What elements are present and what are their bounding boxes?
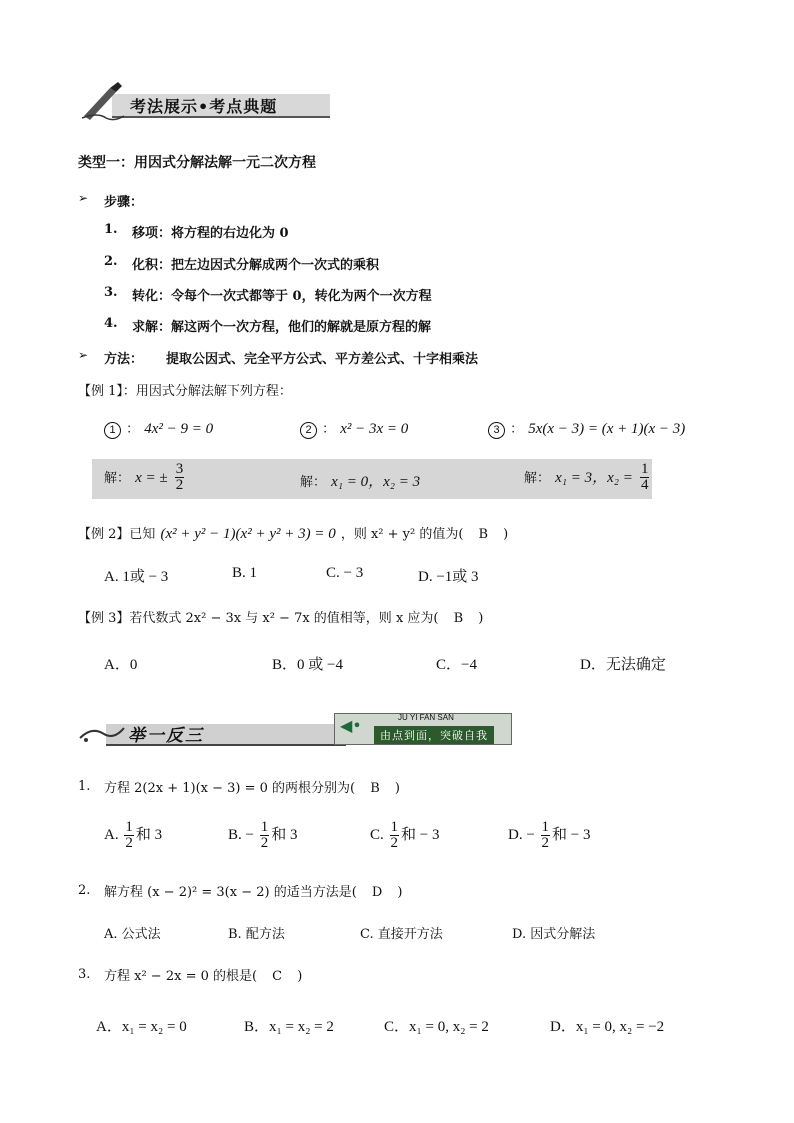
option-label: A. xyxy=(104,826,119,843)
option-d: D. −1或 3 xyxy=(418,569,479,585)
question-1 xyxy=(104,777,400,796)
example-3-title: 【例 3】若代数式 2x² − 3x 与 x² − 7x 的值相等，则 x 应为( xyxy=(78,611,439,626)
option-d: D．无法确定 xyxy=(580,657,666,673)
option-d: D. 因式分解法 xyxy=(512,927,596,942)
equation-1: 1 ： 4x² − 9 = 0 xyxy=(104,418,213,439)
circled-number: 2 xyxy=(300,422,317,439)
step-text: 求解：解这两个一次方程，他们的解就是原方程的解 xyxy=(132,320,432,335)
option-c: C．−4 xyxy=(436,657,477,673)
section-banner xyxy=(80,82,332,118)
paren-close: ) xyxy=(478,611,484,626)
circled-number: 1 xyxy=(104,422,121,439)
solution-label: 解： xyxy=(524,471,551,486)
option-b xyxy=(228,820,297,851)
answer-value: C xyxy=(272,969,283,984)
step-text: 化积：把左边因式分解成两个一次式的乘积 xyxy=(132,258,380,273)
solution-label: 解： xyxy=(104,471,131,486)
option-c xyxy=(370,820,439,851)
question-2 xyxy=(104,881,403,900)
step-num: 1. xyxy=(104,222,118,237)
paren-close: ) xyxy=(397,885,403,900)
answer-value: B xyxy=(453,611,464,626)
option-c: C．x₁ = 0, x₂ = 2 xyxy=(384,1019,489,1035)
answer-value: D xyxy=(371,885,383,900)
option-rest: 和 3 xyxy=(271,826,298,843)
step-num: 3. xyxy=(104,285,118,300)
pen-icon xyxy=(80,82,128,122)
swoosh-icon xyxy=(78,720,126,746)
step-text: 移项：将方程的右边化为 0 xyxy=(132,226,289,241)
option-b: B．x₁ = x₂ = 2 xyxy=(244,1019,334,1035)
option-rest: 和 3 xyxy=(135,826,163,843)
question-3 xyxy=(104,965,302,984)
example-2-title: 【例 2】已知 xyxy=(78,527,156,542)
fraction-denominator: 2 xyxy=(125,835,133,851)
type-heading: 类型一：用因式分解法解一元二次方程 xyxy=(78,155,316,171)
fraction-numerator: 1 xyxy=(541,819,550,835)
answer-value: B xyxy=(370,781,380,796)
solution-text: x₁ = 0，x₂ = 3 xyxy=(331,474,421,490)
example-3-question xyxy=(78,607,483,626)
option-a: A．x₁ = x₂ = 0 xyxy=(96,1019,187,1035)
step-text: 转化：令每个一次式都等于 0，转化为两个一次方程 xyxy=(132,289,432,304)
banner-pinyin: JU YI FAN SAN xyxy=(398,713,454,722)
option-b: B. 配方法 xyxy=(228,927,285,942)
question-number: 3. xyxy=(78,967,91,982)
example-2-expression: (x² + y² − 1)(x² + y² + 3) = 0 xyxy=(160,526,336,542)
equation-2: 2 ： x² − 3x = 0 xyxy=(300,418,408,439)
method-text: 提取公因式、完全平方公式、平方差公式、十字相乘法 xyxy=(166,352,479,367)
example-1-title: 【例 1】：用因式分解法解下列方程： xyxy=(78,384,292,399)
step-num: 2. xyxy=(104,254,118,269)
question-number: 1. xyxy=(78,779,91,794)
fraction-denominator: 2 xyxy=(390,835,399,851)
option-b: B．0 或 −4 xyxy=(272,657,343,673)
option-a: A. 公式法 xyxy=(104,927,161,942)
banner-title: 举一反三 xyxy=(128,726,204,746)
question-text: 解方程 (x − 2)² = 3(x − 2) 的适当方法是( xyxy=(104,885,357,900)
circled-number: 3 xyxy=(488,422,505,439)
fraction-denominator: 2 xyxy=(260,835,269,851)
equation-text: 4x² − 9 = 0 xyxy=(144,421,214,437)
option-a xyxy=(104,820,162,851)
bullet-icon: ➢ xyxy=(78,191,89,205)
fraction-numerator: 1 xyxy=(390,819,399,835)
practice-banner xyxy=(78,712,518,750)
fraction-denominator: 4 xyxy=(640,477,649,493)
equation-3: 3 ： 5x(x − 3) = (x + 1)(x − 3) xyxy=(488,418,685,439)
method-label: 方法： xyxy=(104,352,144,367)
option-a: A．0 xyxy=(104,657,138,673)
option-c: C. − 3 xyxy=(326,565,364,581)
banner-slogan: 由点到面，突破自我 xyxy=(374,726,494,744)
option-a: A. 1或 − 3 xyxy=(104,569,169,585)
solution-3 xyxy=(524,462,651,493)
bullet-icon: ➢ xyxy=(78,348,89,362)
option-b: B. 1 xyxy=(232,565,258,581)
arrow-left-icon: ◀• xyxy=(340,716,362,735)
example-2-question xyxy=(78,523,508,543)
question-text: 方程 2(2x + 1)(x − 3) = 0 的两根分别为( xyxy=(104,781,356,796)
question-number: 2. xyxy=(78,883,91,898)
equation-text: 5x(x − 3) = (x + 1)(x − 3) xyxy=(528,421,686,437)
option-rest: 和 − 3 xyxy=(401,826,440,843)
question-text: 方程 x² − 2x = 0 的根是( xyxy=(104,969,258,984)
steps-label: 步骤： xyxy=(104,195,144,210)
solution-2 xyxy=(300,470,420,491)
banner-title: 考法展示•考点典题 xyxy=(130,97,278,116)
option-label: B. − xyxy=(228,826,254,843)
solution-label: 解： xyxy=(300,475,327,490)
option-d: D．x₁ = 0, x₂ = −2 xyxy=(550,1019,665,1035)
paren-close: ) xyxy=(394,781,400,796)
paren-close: ) xyxy=(297,969,303,984)
example-2-rest: ，则 x² + y² 的值为( xyxy=(340,527,464,542)
solution-text: x = ± xyxy=(135,470,168,486)
option-label: D. − xyxy=(508,826,535,843)
step-num: 4. xyxy=(104,316,118,331)
fraction-numerator: 1 xyxy=(640,461,649,477)
option-rest: 和 − 3 xyxy=(552,826,591,843)
answer-value: B xyxy=(478,527,489,542)
fraction-numerator: 1 xyxy=(125,819,133,835)
solution-1 xyxy=(104,462,186,493)
option-d xyxy=(508,820,591,851)
paren-close: ) xyxy=(503,527,509,542)
solution-text: x₁ = 3，x₂ = xyxy=(555,470,633,486)
fraction-numerator: 3 xyxy=(175,461,184,477)
fraction-denominator: 2 xyxy=(541,835,550,851)
fraction-denominator: 2 xyxy=(175,477,184,493)
equation-text: x² − 3x = 0 xyxy=(340,421,409,437)
option-c: C. 直接开方法 xyxy=(360,927,443,942)
fraction-numerator: 1 xyxy=(260,819,269,835)
option-label: C. xyxy=(370,826,384,843)
